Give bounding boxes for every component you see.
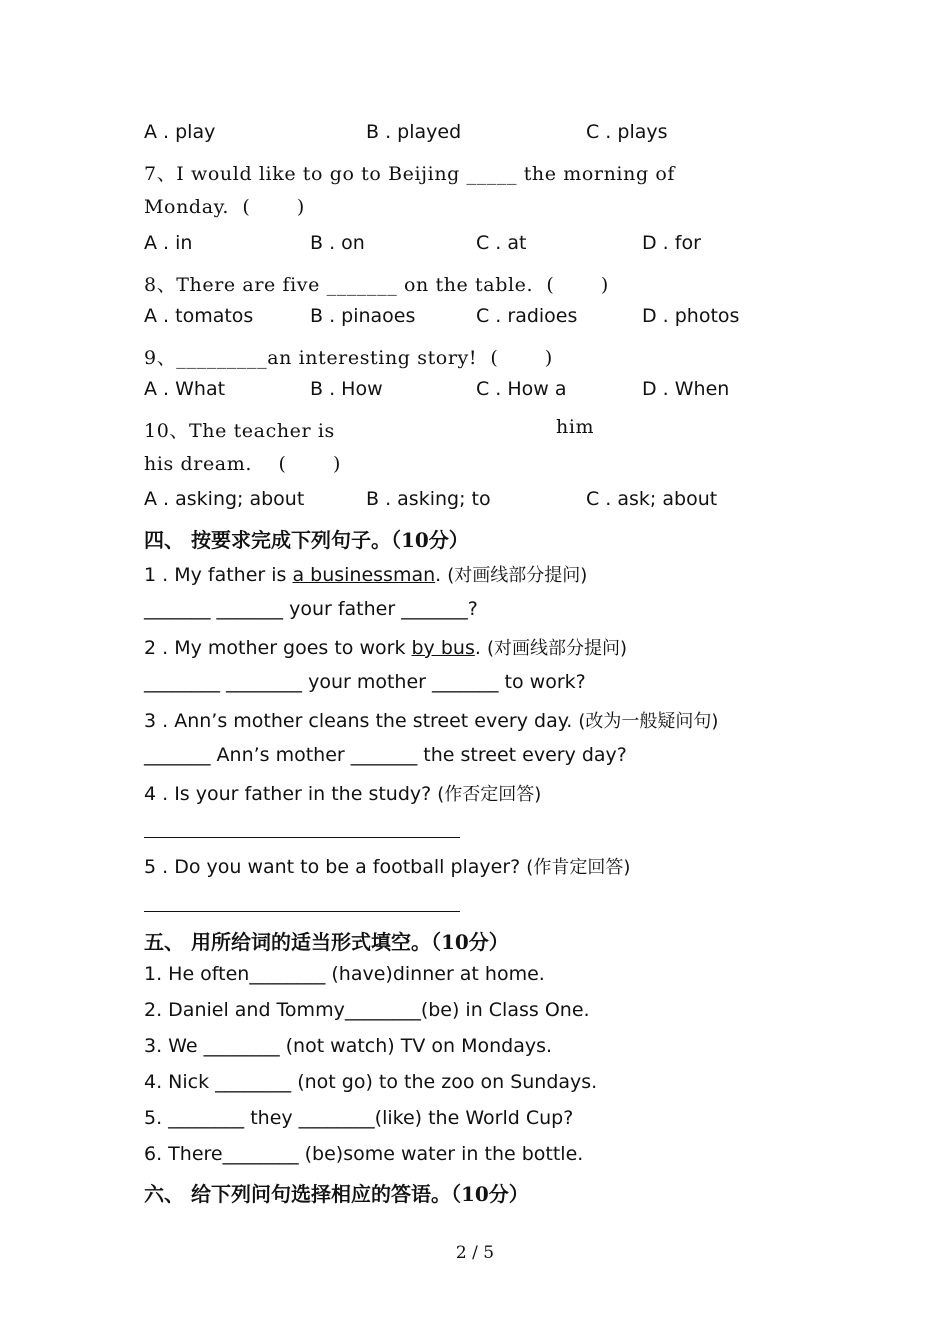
q8-option-c: C . radioes <box>476 305 578 327</box>
q8-option-d: D . photos <box>642 305 740 327</box>
s4-item4 <box>144 780 541 806</box>
page-number: 2 / 5 <box>455 1243 495 1263</box>
s4-item5-text: 5 . Do you want to be a football player? <box>144 856 527 878</box>
q6-option-a: A . play <box>144 121 216 143</box>
q7-line1: 7、I would like to go to Beijing _____ the morning of <box>144 163 676 185</box>
s4-item1-text: 1 . My father is <box>144 564 293 586</box>
q7-option-c: C . at <box>476 232 527 254</box>
s4-item3-text: 3 . Ann’s mother cleans the street every day. <box>144 710 579 732</box>
s5-item5: 5. ________ they ________(like) the World Cup? <box>144 1107 574 1129</box>
s4-item3 <box>144 707 718 733</box>
s4-item3-note: (改为一般疑问句) <box>578 711 719 732</box>
q10-line1-start: 10、The teacher is <box>144 420 335 442</box>
s4-item1-underlined: a businessman <box>292 564 436 586</box>
section4-heading: 四、 按要求完成下列句子。（10分） <box>144 528 469 552</box>
q7-option-b: B . on <box>310 232 365 254</box>
s4-item1 <box>144 561 587 587</box>
s4-item1-note: (对画线部分提问) <box>447 565 588 586</box>
s4-item5-answer-line <box>144 911 460 912</box>
q9-option-a: A . What <box>144 378 226 400</box>
q6-option-b: B . played <box>366 121 462 143</box>
s5-item2: 2. Daniel and Tommy________(be) in Class One. <box>144 999 590 1021</box>
s5-item3: 3. We ________ (not watch) TV on Mondays. <box>144 1035 553 1057</box>
s4-item5-note: (作肯定回答) <box>526 857 631 878</box>
s5-item1: 1. He often________ (have)dinner at home. <box>144 963 545 985</box>
q9-question: 9、_________an interesting story! ( ) <box>144 347 553 369</box>
s5-item4: 4. Nick ________ (not go) to the zoo on Sundays. <box>144 1071 598 1093</box>
s4-item2-punct: . <box>474 637 487 659</box>
q10-option-b: B . asking; to <box>366 488 491 510</box>
section5-heading: 五、 用所给词的适当形式填空。（10分） <box>144 930 509 954</box>
s4-item3-answer: _______ Ann’s mother _______ the street every day? <box>144 744 627 766</box>
q7-line2: Monday. ( ) <box>144 196 305 218</box>
s4-item2-underlined: by bus <box>411 637 475 659</box>
q8-option-b: B . pinaoes <box>310 305 416 327</box>
q8-option-a: A . tomatos <box>144 305 254 327</box>
q8-question: 8、There are five _______ on the table. ( ) <box>144 274 609 296</box>
s4-item2-answer: ________ ________ your mother _______ to work? <box>144 671 586 693</box>
q10-option-a: A . asking; about <box>144 488 305 510</box>
s5-item6: 6. There________ (be)some water in the bottle. <box>144 1143 584 1165</box>
q10-option-c: C . ask; about <box>586 488 718 510</box>
s4-item5 <box>144 853 630 879</box>
s4-item4-answer-line <box>144 837 460 838</box>
s4-item1-punct: . <box>435 564 448 586</box>
q6-option-c: C . plays <box>586 121 668 143</box>
s4-item2 <box>144 634 627 660</box>
s4-item4-text: 4 . Is your father in the study? <box>144 783 438 805</box>
s4-item4-note: (作否定回答) <box>437 784 542 805</box>
q9-option-d: D . When <box>642 378 730 400</box>
q10-line1-end: him <box>556 416 595 438</box>
s4-item2-text: 2 . My mother goes to work <box>144 637 412 659</box>
q7-option-d: D . for <box>642 232 701 254</box>
q10-line2: his dream. ( ) <box>144 453 342 475</box>
s4-item1-answer: _______ _______ your father _______? <box>144 598 478 620</box>
q9-option-b: B . How <box>310 378 383 400</box>
q7-option-a: A . in <box>144 232 193 254</box>
q9-option-c: C . How a <box>476 378 567 400</box>
s4-item2-note: (对画线部分提问) <box>486 638 627 659</box>
section6-heading: 六、 给下列问句选择相应的答语。（10分） <box>144 1182 529 1206</box>
